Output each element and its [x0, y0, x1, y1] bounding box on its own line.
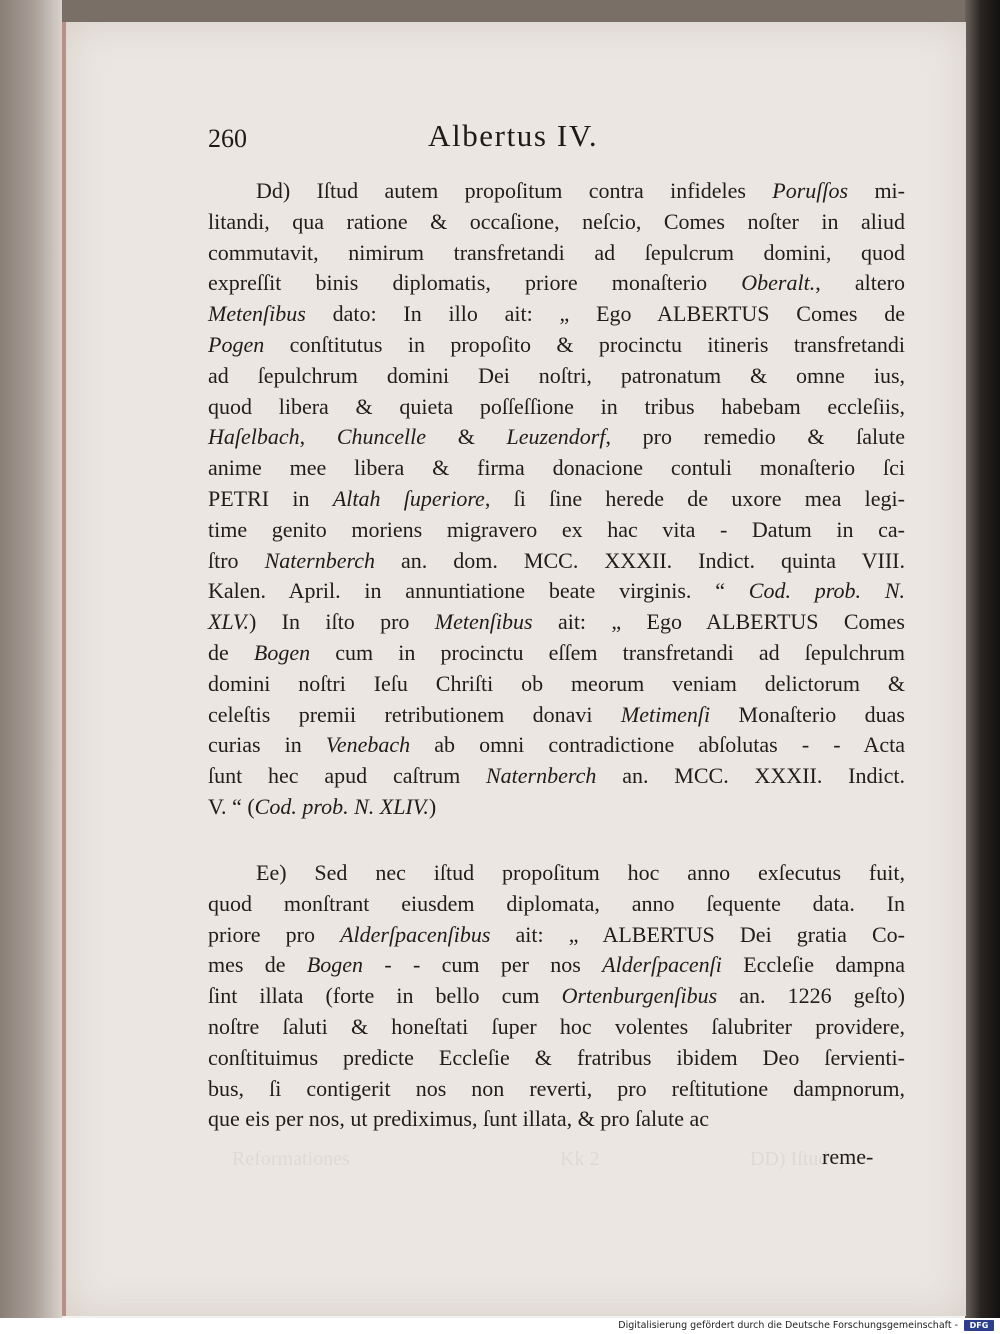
text-run: ad ſepulchrum domini Dei noſtri, patronatum & omne ius, [208, 362, 905, 388]
text-run: mes de [208, 952, 307, 978]
text-run: litandi, qua ratione & occaſione, neſcio, Comes noſter in aliud [208, 208, 905, 234]
text-run: Monaſterio duas [710, 701, 905, 727]
text-run: - - cum per nos [363, 952, 603, 978]
text-line [208, 238, 905, 269]
text-line [208, 422, 905, 453]
text-run: an. 1226 geſto) [717, 983, 905, 1009]
footer-bar [0, 1318, 1000, 1334]
text-line [208, 453, 905, 484]
bleed-through: Kk 2 [560, 1148, 600, 1170]
text-line [208, 207, 905, 238]
page-number: 260 [208, 124, 247, 153]
text-line [208, 761, 905, 792]
text-run: Eccleſie dampna [721, 952, 906, 978]
text-line [208, 330, 905, 361]
text-line [208, 1074, 905, 1105]
italic-text: Venebach [325, 732, 411, 758]
text-run: commutavit, nimirum transfretandi ad ſepulcrum domini, quod [208, 239, 905, 265]
bleed-through: DD) Iſtud [750, 1148, 829, 1170]
text-run: curias in [208, 732, 326, 758]
text-run: Kalen. April. in annuntiatione beate virginis. “ [208, 578, 749, 604]
italic-text: Altah ſuperiore [332, 485, 485, 511]
text-line [208, 515, 905, 546]
text-line [208, 730, 905, 761]
text-run: , altero [815, 270, 905, 296]
italic-text: Oberalt. [741, 270, 816, 296]
text-run: noſtre ſaluti & honeſtati ſuper hoc volentes ſalubriter providere, [208, 1013, 905, 1039]
text-line [208, 792, 905, 823]
running-head: Albertus IV. [428, 118, 599, 153]
text-line [208, 484, 905, 515]
text-line [208, 176, 905, 207]
text-line [208, 299, 905, 330]
bleed-through: Reformationes [232, 1148, 350, 1170]
paragraph-ee [208, 858, 905, 1135]
text-run: an. dom. MCC. XXXII. Indict. quinta VIII. [374, 547, 905, 573]
text-run: quod libera & quieta poſſeſſione in tribus habebam eccleſiis, [208, 393, 905, 419]
text-line [208, 638, 905, 669]
text-line [208, 700, 905, 731]
scan-frame-left [0, 0, 62, 1318]
italic-text: Naternberch [264, 547, 375, 573]
text-run: an. MCC. XXXII. Indict. [596, 763, 905, 789]
text-run: ſunt hec apud caſtrum [208, 763, 486, 789]
text-run: celeſtis premii retributionem donavi [208, 701, 621, 727]
text-line [208, 361, 905, 392]
text-line [208, 950, 905, 981]
text-run: , ſi ſine herede de uxore mea legi- [484, 485, 905, 511]
text-run: ait: „ ALBERTUS Dei gratia Co- [490, 921, 905, 947]
text-run: domini noſtri Ieſu Chriſti ob meorum veniam delictorum & [208, 670, 905, 696]
text-run: mi- [848, 178, 905, 203]
italic-text: Ortenburgenſibus [561, 983, 718, 1009]
text-run: V. “ ( [208, 793, 255, 819]
text-run: ait: „ Ego ALBERTUS Comes [532, 609, 905, 635]
text-run: conſtitutus in propoſito & procinctu itineris transfretandi [264, 331, 905, 357]
text-run: Dd) Iſtud autem propoſitum contra infideles [256, 178, 773, 203]
text-line [208, 607, 905, 638]
italic-text: Cod. prob. N. XLIV. [254, 793, 429, 819]
text-run: priore pro [208, 921, 341, 947]
text-line [208, 392, 905, 423]
book-spine-shadow [965, 0, 1000, 1318]
text-run: que eis per nos, ut prediximus, ſunt illata, & pro ſalute ac [208, 1106, 709, 1132]
dfg-logo: DFG [964, 1320, 994, 1331]
text-run: cum in procinctu eſſem transfretandi ad ſepulchrum [310, 639, 905, 665]
text-line [208, 546, 905, 577]
italic-text: Metenſibus [208, 301, 306, 327]
italic-text: XLV. [208, 609, 249, 635]
text-run: ) [428, 793, 437, 819]
page-edge [62, 22, 66, 1316]
text-line [208, 858, 905, 889]
footer-credit: Digitalisierung gefördert durch die Deutsche Forschungsgemeinschaft - [618, 1320, 958, 1331]
catchword: reme- [822, 1144, 874, 1169]
scan-frame-top [0, 0, 1000, 22]
text-line [208, 981, 905, 1012]
text-line [208, 268, 905, 299]
text-run: ſint illata (forte in bello cum [208, 983, 562, 1009]
text-line [208, 1104, 905, 1135]
italic-text: Alderſpacenſibus [340, 921, 491, 947]
text-run: PETRI in [208, 485, 333, 511]
text-run: expreſſit binis diplomatis, priore monaſterio [208, 270, 742, 296]
text-line [208, 669, 905, 700]
paragraph-dd [208, 176, 905, 823]
text-run: de [208, 639, 254, 665]
italic-text: Alderſpacenſi [602, 952, 722, 978]
text-run: time genito moriens migravero ex hac vita - Datum in ca- [208, 516, 905, 542]
text-run: dato: In illo ait: „ Ego ALBERTUS Comes de [305, 301, 905, 327]
text-line [208, 1012, 905, 1043]
text-line [208, 1043, 905, 1074]
text-run: anime mee libera & firma donacione contuli monaſterio ſci [208, 455, 905, 481]
text-run: , pro remedio & ſalute [605, 424, 905, 450]
italic-text: Bogen [253, 639, 311, 665]
italic-text: Leuzendorf [506, 424, 606, 450]
text-run: ab omni contradictione abſolutas - - Acta [410, 732, 905, 758]
italic-text: Cod. prob. N. [748, 578, 906, 604]
italic-text: Poruſſos [772, 178, 849, 203]
text-line [208, 889, 905, 920]
text-run: ſtro [208, 547, 265, 573]
text-line [208, 920, 905, 951]
italic-text: Chuncelle [336, 424, 427, 450]
text-line [208, 576, 905, 607]
text-run: conſtituimus predicte Eccleſie & fratribus ibidem Deo ſervienti- [208, 1044, 905, 1070]
italic-text: Haſelbach [208, 424, 300, 450]
text-run: quod monſtrant eiusdem diplomata, anno ſequente data. In [208, 890, 905, 916]
text-run: ) In iſto pro [248, 609, 435, 635]
italic-text: Metimenſi [620, 701, 711, 727]
text-run: Ee) Sed nec iſtud propoſitum hoc anno exſecutus fuit, [256, 860, 905, 885]
text-run: & [426, 424, 507, 450]
italic-text: Pogen [208, 331, 265, 357]
italic-text: Naternberch [486, 763, 597, 789]
text-run: bus, ſi contigerit nos non reverti, pro reſtitutione dampnorum, [208, 1075, 905, 1101]
italic-text: Metenſibus [434, 609, 533, 635]
text-run: , [299, 424, 337, 450]
italic-text: Bogen [306, 952, 364, 978]
